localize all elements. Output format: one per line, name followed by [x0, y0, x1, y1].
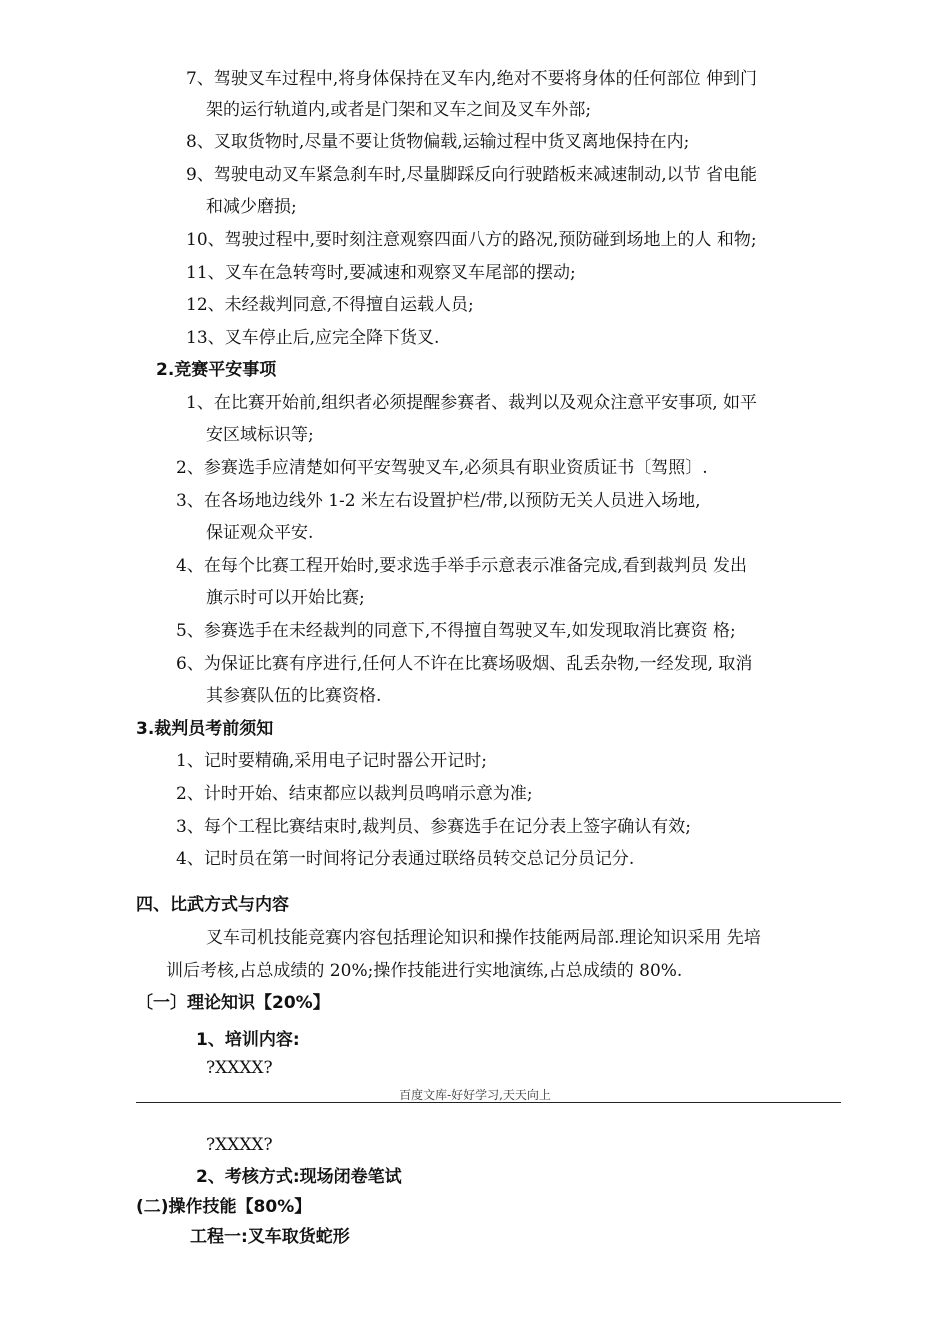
rule-item-7: 7、驾驶叉车过程中,将身体保持在叉车内,绝对不要将身体的任何部位 伸到门	[186, 69, 758, 89]
safety-item-5: 5、参赛选手在未经裁判的同意下,不得擅自驾驶叉车,如发现取消比赛资 格;	[176, 621, 736, 641]
section-heading-safety: 2.竞赛平安事项	[156, 360, 277, 380]
safety-item-6: 6、为保证比赛有序进行,任何人不许在比赛场吸烟、乱丢杂物,一经发现, 取消	[176, 654, 753, 674]
subheading-theory: 〔一〕理论知识【20%】	[136, 993, 330, 1013]
subheading-operation-skill: (二)操作技能【80%】	[136, 1197, 312, 1217]
rule-item-12: 12、未经裁判同意,不得擅自运载人员;	[186, 295, 474, 315]
subheading-project-one: 工程一:叉车取货蛇形	[190, 1227, 350, 1247]
referee-item-1: 1、记时要精确,采用电子记时器公开记时;	[176, 751, 487, 771]
safety-item-1-cont: 安区域标识等;	[206, 425, 314, 445]
rule-item-13: 13、叉车停止后,应完全降下货叉.	[186, 328, 440, 348]
referee-item-3: 3、每个工程比赛结束时,裁判员、参赛选手在记分表上签字确认有效;	[176, 817, 691, 837]
rule-item-9-cont: 和减少磨损;	[206, 197, 297, 217]
rule-item-7-cont: 架的运行轨道内,或者是门架和叉车之间及叉车外部;	[206, 100, 592, 120]
subheading-training-content: 1、培训内容:	[196, 1030, 300, 1050]
footer-divider	[136, 1102, 841, 1103]
safety-item-4-cont: 旗示时可以开始比赛;	[206, 588, 365, 608]
placeholder-text: ?XXXX?	[206, 1058, 273, 1078]
safety-item-1: 1、在比赛开始前,组织者必须提醒参赛者、裁判以及观众注意平安事项, 如平	[186, 393, 758, 413]
safety-item-2: 2、参赛选手应清楚如何平安驾驶叉车,必须具有职业资质证书〔驾照〕.	[176, 458, 708, 478]
subheading-exam-method: 2、考核方式:现场闭卷笔试	[196, 1167, 402, 1187]
safety-item-4: 4、在每个比赛工程开始时,要求选手举手示意表示准备完成,看到裁判员 发出	[176, 556, 748, 576]
rule-item-8: 8、叉取货物时,尽量不要让货物偏载,运输过程中货叉离地保持在内;	[186, 132, 690, 152]
safety-item-3-cont: 保证观众平安.	[206, 523, 314, 543]
page-footer: 百度文库-好好学习,天天向上	[399, 1088, 551, 1102]
safety-item-6-cont: 其参赛队伍的比赛资格.	[206, 686, 382, 706]
competition-paragraph-cont: 训后考核,占总成绩的 20%;操作技能进行实地演练,占总成绩的 80%.	[166, 961, 683, 981]
placeholder-text-2: ?XXXX?	[206, 1135, 273, 1155]
rule-item-11: 11、叉车在急转弯时,要减速和观察叉车尾部的摆动;	[186, 263, 576, 283]
safety-item-3: 3、在各场地边线外 1-2 米左右设置护栏/带,以预防无关人员进入场地,	[176, 491, 701, 511]
section-heading-competition: 四、比武方式与内容	[136, 895, 289, 915]
referee-item-2: 2、计时开始、结束都应以裁判员鸣哨示意为准;	[176, 784, 533, 804]
referee-item-4: 4、记时员在第一时间将记分表通过联络员转交总记分员记分.	[176, 849, 635, 869]
rule-item-10: 10、驾驶过程中,要时刻注意观察四面八方的路况,预防碰到场地上的人 和物;	[186, 230, 757, 250]
competition-paragraph: 叉车司机技能竞赛内容包括理论知识和操作技能两局部.理论知识采用 先培	[206, 928, 761, 948]
section-heading-referee: 3.裁判员考前须知	[136, 719, 274, 739]
rule-item-9: 9、驾驶电动叉车紧急刹车时,尽量脚踩反向行驶踏板来减速制动,以节 省电能	[186, 165, 758, 185]
